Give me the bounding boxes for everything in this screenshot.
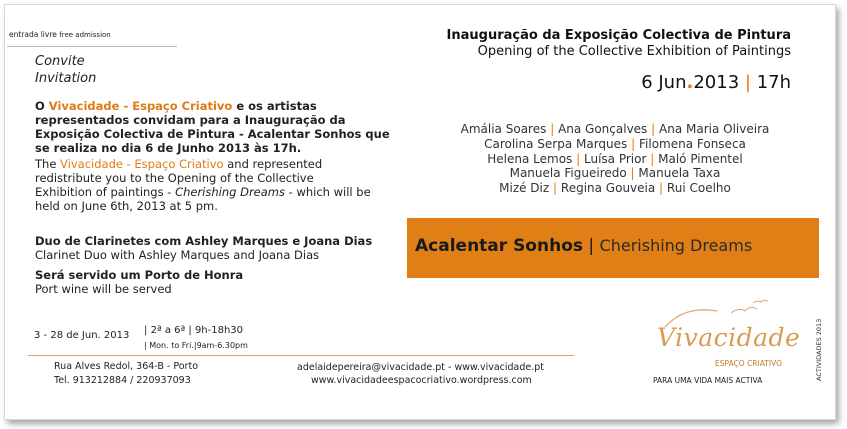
invitation-title-pt: Convite bbox=[35, 54, 85, 69]
invite-pt-line-1: O Vivacidade - Espaço Criativo e os artistas bbox=[35, 99, 317, 113]
opening-date: 6 Jun.2013 | 17h bbox=[641, 72, 791, 93]
invitation-card bbox=[4, 4, 836, 420]
org-name-en: Vivacidade - Espaço Criativo bbox=[60, 157, 224, 171]
duo-pt: Duo de Clarinetes com Ashley Marques e Joana Dias bbox=[35, 234, 373, 248]
porto-pt: Será servido um Porto de Honra bbox=[35, 268, 244, 282]
invite-pt-paragraph bbox=[35, 99, 390, 155]
porto-en: Port wine will be served bbox=[35, 282, 172, 296]
logo-name: Vivacidade bbox=[657, 323, 801, 352]
schedule-weekdays: | 2ª a 6ª | 9h-18h30 bbox=[144, 325, 244, 336]
days-pt: 2ª a 6ª bbox=[150, 325, 186, 336]
telephone: Tel. 913212884 / 220937093 bbox=[54, 375, 191, 386]
logo-subtitle: ESPAÇO CRIATIVO bbox=[715, 359, 782, 368]
invite-en-paragraph bbox=[35, 157, 371, 213]
opening-time: 17h bbox=[756, 72, 791, 93]
invite-pt-line-3: Exposição Colectiva de Pintura - Acalentar Sonhos que bbox=[35, 127, 390, 141]
invite-pt-line-2: representados convidam para a Inauguração da bbox=[35, 113, 346, 127]
artist-row: Amália Soares | Ana Gonçalves | Ana Maria Oliveira bbox=[460, 122, 770, 136]
hours-pt: 9h-18h30 bbox=[194, 325, 244, 336]
date-year: 2013 bbox=[693, 72, 740, 93]
exhibition-banner bbox=[407, 218, 819, 278]
artist-row: Manuela Figueiredo | Manuela Taxa bbox=[509, 166, 721, 181]
admission-note bbox=[9, 30, 111, 39]
invite-en-line-2: redistribute you to the Opening of the Collective bbox=[35, 171, 314, 185]
exhibition-dates: 3 - 28 de Jun. 2013 bbox=[34, 330, 130, 341]
blog-link[interactable]: www.vivacidadeespacocriativo.wordpress.com bbox=[311, 375, 532, 386]
logo-tagline: PARA UMA VIDA MAIS ACTIVA bbox=[653, 376, 763, 385]
artist-row: Carolina Serpa Marques | Filomena Fonseca bbox=[484, 136, 746, 151]
footer-divider bbox=[28, 355, 574, 356]
email-link[interactable]: adelaidepereira@vivacidade.pt - www.vivacidade.pt bbox=[297, 362, 545, 373]
days-en: Mon. to Fri. bbox=[149, 341, 194, 350]
duo-en: Clarinet Duo with Ashley Marques and Joana Dias bbox=[35, 248, 320, 262]
artist-row: Mizé Diz | Regina Gouveia | Rui Coelho bbox=[499, 181, 731, 196]
exhibition-title-pt: Inauguração da Exposição Colectiva de Pintura bbox=[446, 28, 791, 43]
admission-en: free admission bbox=[59, 31, 111, 39]
banner-text: Acalentar Sonhos | Cherishing Dreams bbox=[415, 236, 753, 256]
banner-title-en: Cherishing Dreams bbox=[599, 236, 753, 255]
banner-title-pt: Acalentar Sonhos bbox=[415, 236, 583, 256]
invitation-title-en: Invitation bbox=[35, 71, 97, 86]
address: Rua Alves Redol, 364-B - Porto bbox=[54, 361, 199, 372]
invite-pt-line-4: se realiza no dia 6 de Junho 2013 às 17h. bbox=[35, 141, 302, 155]
hours-en: 9am-6.30pm bbox=[196, 341, 248, 350]
invite-en-line-4: held on June 6th, 2013 at 5 pm. bbox=[35, 199, 218, 213]
admission-pt: entrada livre bbox=[9, 30, 57, 39]
invite-en-line-1: The Vivacidade - Espaço Criativo and represented bbox=[35, 157, 323, 171]
activities-year: ACTIVIDADES 2013 bbox=[815, 318, 823, 381]
header-divider bbox=[7, 46, 177, 47]
artist-row: Helena Lemos | Luísa Prior | Maló Pimentel bbox=[487, 151, 743, 166]
date-day: 6 Jun bbox=[641, 72, 687, 93]
artist-list bbox=[435, 122, 795, 196]
exhibition-title-en: Opening of the Collective Exhibition of Paintings bbox=[477, 44, 791, 59]
invite-en-line-3: Exhibition of paintings - Cherishing Dreams - which will be bbox=[35, 185, 371, 199]
org-name: Vivacidade - Espaço Criativo bbox=[48, 99, 233, 113]
schedule-weekdays-en: | Mon. to Fri.|9am-6.30pm bbox=[144, 341, 248, 350]
date-dot: . bbox=[686, 72, 694, 93]
